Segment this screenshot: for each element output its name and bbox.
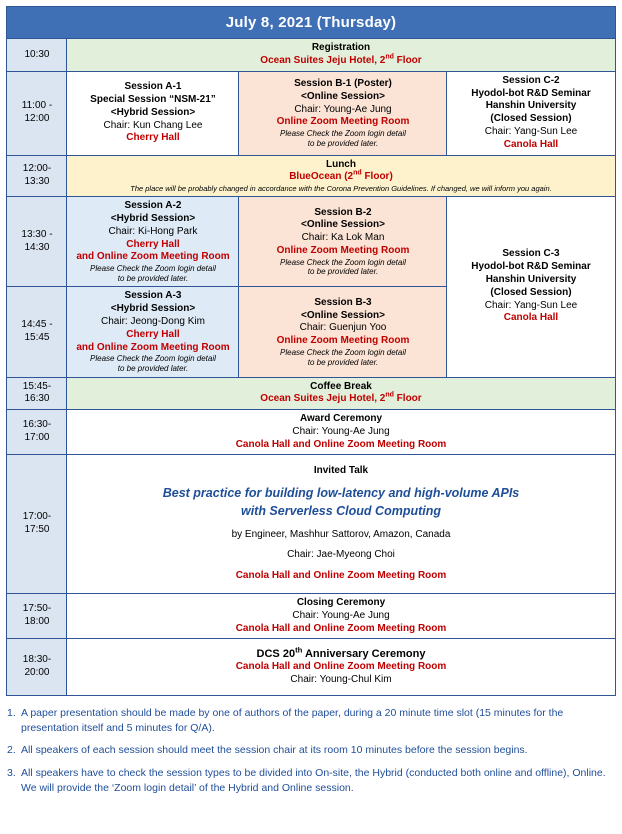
- b2-type: <Online Session>: [301, 219, 385, 231]
- a1-room: Cherry Hall: [126, 132, 180, 144]
- time-anniversary: [7, 639, 67, 696]
- invited-talk-title-line1: Best practice for building low-latency and high-volume APIs: [162, 486, 520, 501]
- anniversary-room: Canola Hall and Online Zoom Meeting Room: [235, 661, 447, 673]
- time-slot2-line2: 14:30: [24, 241, 50, 253]
- c2-sub: Hyodol-bot R&D Seminar: [471, 87, 591, 99]
- schedule-table: [6, 6, 615, 696]
- a1-type: <Hybrid Session>: [110, 106, 196, 118]
- coffee-place-sup: nd: [385, 391, 394, 399]
- table-row: [7, 71, 615, 155]
- a1-name: Session A-1: [124, 81, 182, 93]
- note-item: [7, 766, 615, 796]
- c3-type: (Closed Session): [490, 286, 572, 298]
- time-slot1: [7, 71, 67, 155]
- c3-sub: Hyodol-bot R&D Seminar: [471, 261, 591, 273]
- a3-room1: Cherry Hall: [126, 328, 180, 340]
- b1-note2: to be provided later.: [307, 138, 379, 148]
- invited-label: Invited Talk: [313, 465, 369, 477]
- time-anniversary-line2: 20:00: [24, 667, 50, 679]
- coffee-title: Coffee Break: [310, 380, 372, 392]
- time-slot1-line1: 11:00 -: [21, 100, 53, 112]
- note-text: All speakers have to check the session types to be divided into On-site, the Hybrid (conducted both online and offline), Online. We will provide the ‘Zoom login detail’ of the Hybrid and Online session.: [21, 766, 606, 794]
- coffee-place-tail: Floor: [393, 393, 422, 405]
- b3-room: Online Zoom Meeting Room: [276, 335, 410, 347]
- time-slot3: [7, 287, 67, 377]
- cell-registration: [67, 39, 615, 72]
- table-title-row: [7, 7, 615, 39]
- coffee-place: Ocean Suites Jeju Hotel, 2: [260, 393, 386, 405]
- b1-room: Online Zoom Meeting Room: [276, 116, 410, 128]
- time-slot3-line1: 14:45 -: [21, 319, 53, 331]
- time-lunch-line1: 12:00-: [22, 163, 52, 175]
- cell-session-b1: [239, 71, 447, 155]
- c2-room: Canola Hall: [503, 138, 559, 150]
- lunch-note: The place will be probably changed in accordance with the Corona Prevention Guidelines. If changed, we will inform you again.: [130, 184, 552, 194]
- time-registration: 10:30: [7, 39, 67, 72]
- closing-title: Closing Ceremony: [296, 596, 386, 608]
- a3-room2: and Online Zoom Meeting Room: [76, 341, 230, 353]
- time-anniversary-line1: 18:30-: [22, 654, 52, 666]
- c3-org: Hanshin University: [485, 274, 577, 286]
- table-row: [7, 155, 615, 197]
- notes-list: [7, 706, 615, 796]
- time-closing-line1: 17:50-: [22, 603, 52, 615]
- note-text: A paper presentation should be made by one of authors of the paper, during a 20 minute time slot (15 minutes for the presentation itself and 5 minutes for Q/A).: [21, 706, 564, 735]
- c2-type: (Closed Session): [490, 113, 572, 125]
- time-award-line2: 17:00: [24, 432, 50, 444]
- cell-lunch: [67, 155, 615, 197]
- note-number: 3.: [7, 766, 16, 779]
- b2-chair: Chair: Ka Lok Man: [301, 232, 385, 244]
- table-row: [7, 593, 615, 638]
- time-invited-line2: 17:50: [24, 524, 50, 536]
- a3-chair: Chair: Jeong-Dong Kim: [101, 315, 205, 327]
- b2-note2: to be provided later.: [307, 267, 379, 277]
- anniversary-chair: Chair: Young-Chul Kim: [290, 674, 392, 686]
- c2-org: Hanshin University: [485, 100, 577, 112]
- c3-room: Canola Hall: [503, 312, 559, 324]
- anniversary-title-sup: th: [295, 645, 303, 655]
- a3-type: <Hybrid Session>: [110, 303, 196, 315]
- cell-session-a1: [67, 71, 239, 155]
- registration-place-sup: nd: [385, 53, 394, 61]
- page-title: July 8, 2021 (Thursday): [7, 7, 615, 39]
- time-closing: [7, 593, 67, 638]
- b3-note2: to be provided later.: [307, 357, 379, 367]
- a2-room2: and Online Zoom Meeting Room: [76, 251, 230, 263]
- a2-room1: Cherry Hall: [126, 238, 180, 250]
- registration-place-tail: Floor: [393, 54, 422, 66]
- table-row: [7, 455, 615, 593]
- cell-session-c2: [447, 71, 615, 155]
- c2-chair: Chair: Yang-Sun Lee: [484, 125, 578, 137]
- time-coffee-line1: 15:45-: [22, 380, 52, 392]
- a3-name: Session A-3: [124, 290, 182, 302]
- time-award-line1: 16:30-: [22, 419, 52, 431]
- invited-talk-title-line2: with Serverless Cloud Computing: [240, 504, 441, 519]
- cell-session-b3: [239, 287, 447, 377]
- lunch-place-sup: nd: [353, 170, 362, 178]
- cell-closing-ceremony: [67, 593, 615, 638]
- a2-note2: to be provided later.: [117, 273, 189, 283]
- time-slot3-line2: 15:45: [24, 331, 50, 343]
- table-row: [7, 377, 615, 410]
- note-item: [7, 706, 615, 736]
- time-lunch-line2: 13:30: [24, 175, 50, 187]
- cell-coffee-break: [67, 377, 615, 410]
- b2-room: Online Zoom Meeting Room: [276, 244, 410, 256]
- time-invited-line1: 17:00-: [22, 511, 52, 523]
- time-closing-line2: 18:00: [24, 616, 50, 628]
- b1-note1: Please Check the Zoom login detail: [280, 129, 406, 139]
- lunch-place-tail: Floor): [361, 171, 393, 183]
- a3-note2: to be provided later.: [117, 363, 189, 373]
- table-row: [7, 639, 615, 696]
- c2-name: Session C-2: [502, 74, 560, 86]
- time-award: [7, 410, 67, 455]
- note-number: 1.: [7, 706, 16, 719]
- b1-name: Session B-1 (Poster): [294, 77, 392, 89]
- b3-type: <Online Session>: [301, 309, 385, 321]
- cell-session-c3: [447, 197, 615, 377]
- b2-name: Session B-2: [314, 206, 372, 218]
- invited-room: Canola Hall and Online Zoom Meeting Room: [235, 570, 447, 582]
- table-row: [7, 39, 615, 72]
- cell-session-a2: [67, 197, 239, 287]
- a2-type: <Hybrid Session>: [110, 212, 196, 224]
- award-title: Award Ceremony: [299, 413, 383, 425]
- time-lunch: [7, 155, 67, 197]
- invited-chair: Chair: Jae-Myeong Choi: [287, 549, 395, 561]
- time-coffee-line2: 16:30: [24, 393, 50, 405]
- registration-place: Ocean Suites Jeju Hotel, 2: [260, 54, 386, 66]
- b3-chair: Chair: Guenjun Yoo: [299, 322, 387, 334]
- time-slot1-line2: 12:00: [24, 113, 50, 125]
- a2-name: Session A-2: [124, 200, 182, 212]
- c3-chair: Chair: Yang-Sun Lee: [484, 299, 578, 311]
- anniversary-title: DCS 20: [256, 648, 296, 661]
- cell-award-ceremony: [67, 410, 615, 455]
- a1-chair: Chair: Kun Chang Lee: [103, 119, 203, 131]
- cell-invited-talk: [67, 455, 615, 593]
- lunch-place: BlueOcean (2: [289, 171, 354, 183]
- note-text: All speakers of each session should meet the session chair at its room 10 minutes before the session begins.: [21, 744, 528, 757]
- cell-session-b2: [239, 197, 447, 287]
- closing-chair: Chair: Young-Ae Jung: [292, 609, 390, 621]
- table-row: [7, 410, 615, 455]
- lunch-title: Lunch: [325, 158, 356, 170]
- c3-name: Session C-3: [502, 248, 560, 260]
- a1-special: Special Session “NSM-21”: [90, 93, 216, 105]
- b1-chair: Chair: Young-Ae Jung: [294, 103, 392, 115]
- time-coffee: [7, 377, 67, 410]
- b1-type: <Online Session>: [301, 90, 385, 102]
- a2-chair: Chair: Ki-Hong Park: [108, 225, 198, 237]
- award-chair: Chair: Young-Ae Jung: [292, 425, 390, 437]
- a3-note1: Please Check the Zoom login detail: [90, 354, 216, 364]
- note-item: [7, 743, 615, 758]
- note-number: 2.: [7, 744, 16, 757]
- a2-note1: Please Check the Zoom login detail: [90, 264, 216, 274]
- time-slot2: [7, 197, 67, 287]
- b2-note1: Please Check the Zoom login detail: [280, 257, 406, 267]
- cell-session-a3: [67, 287, 239, 377]
- registration-title: Registration: [311, 42, 371, 54]
- b3-name: Session B-3: [314, 296, 372, 308]
- invited-speaker: by Engineer, Mashhur Sattorov, Amazon, Canada: [231, 528, 451, 540]
- closing-room: Canola Hall and Online Zoom Meeting Room: [235, 622, 447, 634]
- cell-anniversary: [67, 639, 615, 696]
- time-slot2-line1: 13:30 -: [21, 228, 53, 240]
- b3-note1: Please Check the Zoom login detail: [280, 347, 406, 357]
- anniversary-title-tail: Anniversary Ceremony: [302, 648, 426, 661]
- time-invited: [7, 455, 67, 593]
- table-row: [7, 197, 615, 287]
- award-room: Canola Hall and Online Zoom Meeting Room: [235, 438, 447, 450]
